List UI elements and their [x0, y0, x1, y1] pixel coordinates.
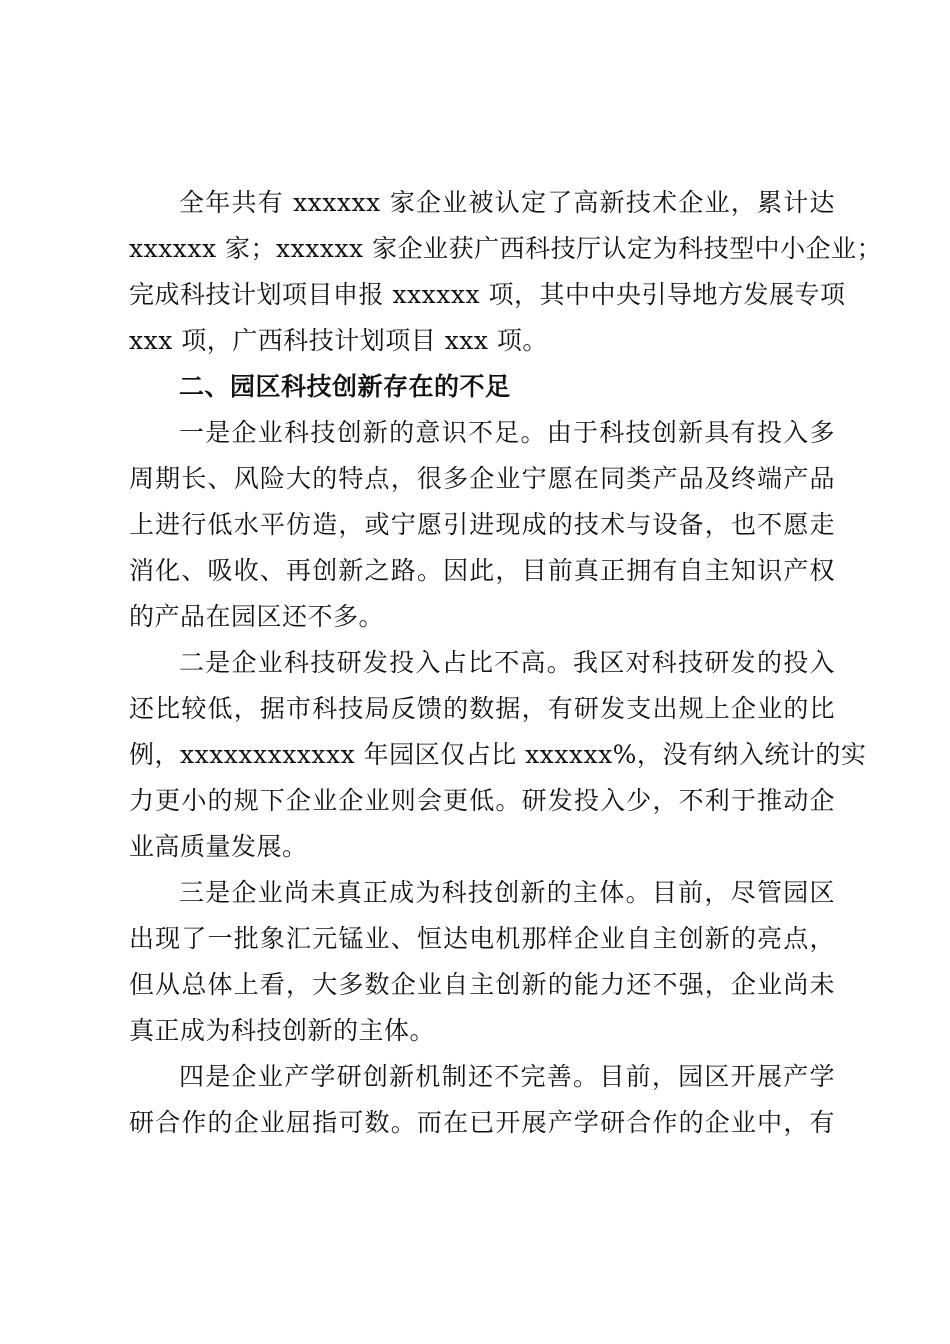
paragraph-point-three: [129, 870, 835, 1054]
text-line: xxxxxx 家；xxxxxx 家企业获广西科技厅认定为科技型中小企业；: [129, 234, 883, 263]
paragraph-point-four: [129, 1054, 835, 1146]
text-line: 一是企业科技创新的意识不足。由于科技创新具有投入多: [179, 418, 835, 447]
text-line: 出现了一批象汇元锰业、恒达电机那样企业自主创新的亮点，: [129, 924, 835, 953]
section-heading: [129, 364, 835, 410]
paragraph-point-two: [129, 640, 867, 870]
text-line: 但从总体上看，大多数企业自主创新的能力还不强，企业尚未: [129, 970, 835, 999]
text-line: 真正成为科技创新的主体。: [129, 1016, 436, 1045]
text-line: 四是企业产学研创新机制还不完善。目前，园区开展产学: [179, 1062, 835, 1091]
text-line: 上进行低水平仿造，或宁愿引进现成的技术与设备，也不愿走: [129, 510, 835, 539]
text-line: 业高质量发展。: [129, 832, 308, 861]
text-line: 力更小的规下企业企业则会更低。研发投入少，不利于推动企: [129, 786, 835, 815]
text-line: 的产品在园区还不多。: [129, 602, 385, 631]
paragraph-high-tech-summary: [129, 180, 883, 364]
text-line: 完成科技计划项目申报 xxxxxx 项，其中中央引导地方发展专项: [129, 280, 846, 309]
text-line: 三是企业尚未真正成为科技创新的主体。目前，尽管园区: [179, 878, 835, 907]
document-body: [129, 180, 883, 1146]
text-line: 研合作的企业屈指可数。而在已开展产学研合作的企业中，有: [129, 1108, 835, 1137]
text-line: 消化、吸收、再创新之路。因此，目前真正拥有自主知识产权: [129, 556, 835, 585]
text-line: 还比较低，据市科技局反馈的数据，有研发支出规上企业的比: [129, 694, 835, 723]
text-line: xxx 项，广西科技计划项目 xxx 项。: [129, 326, 548, 355]
text-line: 周期长、风险大的特点，很多企业宁愿在同类产品及终端产品: [129, 464, 835, 493]
text-line: 例，xxxxxxxxxxxx 年园区仅占比 xxxxxx%，没有纳入统计的实: [129, 740, 867, 769]
paragraph-point-one: [129, 410, 835, 640]
text-line: 全年共有 xxxxxx 家企业被认定了高新技术企业，累计达: [179, 188, 835, 217]
text-line: 二是企业科技研发投入占比不高。我区对科技研发的投入: [179, 648, 835, 677]
section-heading-text: 二、园区科技创新存在的不足: [179, 372, 511, 401]
